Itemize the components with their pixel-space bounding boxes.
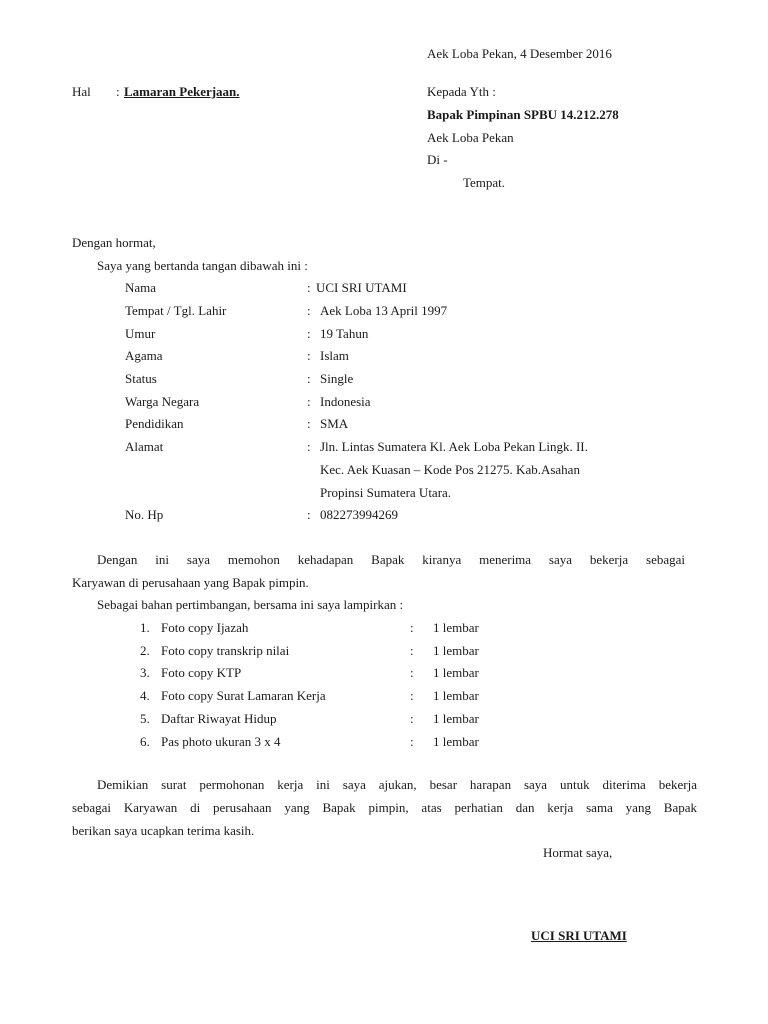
closing-line-1: Demikian surat permohonan kerja ini saya ajukan, besar harapan saya untuk diterima bekerja — [97, 777, 697, 792]
identity-label: Alamat — [125, 439, 164, 454]
identity-colon: : — [307, 348, 311, 363]
attachment-colon: : — [410, 711, 414, 726]
attachment-number: 3. — [140, 665, 150, 680]
subject-colon: : — [116, 84, 120, 99]
closing-line-3: berikan saya ucapkan terima kasih. — [72, 823, 255, 838]
identity-colon: : — [307, 439, 311, 454]
identity-label: Pendidikan — [125, 416, 184, 431]
recipient-line-3: Aek Loba Pekan — [427, 130, 514, 145]
attachment-qty: 1 lembar — [433, 711, 479, 726]
identity-colon: : — [307, 280, 311, 295]
identity-value: 19 Tahun — [320, 326, 369, 341]
greeting: Dengan hormat, — [72, 235, 156, 250]
identity-value: Propinsi Sumatera Utara. — [320, 485, 452, 500]
identity-value: SMA — [320, 416, 349, 431]
attachment-item: Foto copy transkrip nilai — [161, 643, 290, 658]
attachment-number: 1. — [140, 620, 150, 635]
recipient-line-1: Kepada Yth : — [427, 84, 496, 99]
identity-colon: : — [307, 507, 311, 522]
identity-colon: : — [307, 303, 311, 318]
attachment-qty: 1 lembar — [433, 688, 479, 703]
identity-value: Islam — [320, 348, 349, 363]
attachment-colon: : — [410, 620, 414, 635]
attachment-qty: 1 lembar — [433, 620, 479, 635]
identity-value: Kec. Aek Kuasan – Kode Pos 21275. Kab.Asahan — [320, 462, 580, 477]
attachment-item: Foto copy Ijazah — [161, 620, 249, 635]
closing-line-2: sebagai Karyawan di perusahaan yang Bapak pimpin, atas perhatian dan kerja sama yang Bapak — [72, 800, 697, 815]
attachment-number: 5. — [140, 711, 150, 726]
subject-text: Lamaran Pekerjaan. — [124, 84, 240, 99]
letter-date: Aek Loba Pekan, 4 Desember 2016 — [427, 46, 612, 61]
attachments-intro: Sebagai bahan pertimbangan, bersama ini saya lampirkan : — [97, 597, 404, 612]
identity-value: UCI SRI UTAMI — [316, 280, 407, 295]
recipient-line-2: Bapak Pimpinan SPBU 14.212.278 — [427, 107, 619, 122]
intro-line: Saya yang bertanda tangan dibawah ini : — [97, 258, 308, 273]
regards: Hormat saya, — [543, 845, 613, 860]
attachment-qty: 1 lembar — [433, 665, 479, 680]
subject-label: Hal — [72, 84, 91, 99]
attachment-colon: : — [410, 665, 414, 680]
attachment-item: Daftar Riwayat Hidup — [161, 711, 277, 726]
attachment-qty: 1 lembar — [433, 643, 479, 658]
attachment-colon: : — [410, 688, 414, 703]
recipient-line-5: Tempat. — [463, 175, 506, 190]
body-paragraph-line-2: Karyawan di perusahaan yang Bapak pimpin. — [72, 575, 309, 590]
identity-colon: : — [307, 326, 311, 341]
attachment-item: Pas photo ukuran 3 x 4 — [161, 734, 281, 749]
attachment-qty: 1 lembar — [433, 734, 479, 749]
identity-value: Aek Loba 13 April 1997 — [320, 303, 448, 318]
attachment-colon: : — [410, 643, 414, 658]
body-paragraph-line-1: Dengan ini saya memohon kehadapan Bapak kiranya menerima saya bekerja sebagai — [97, 552, 685, 567]
identity-colon: : — [307, 371, 311, 386]
recipient-line-4: Di - — [427, 152, 448, 167]
identity-value: 082273994269 — [320, 507, 398, 522]
attachment-item: Foto copy KTP — [161, 665, 242, 680]
identity-colon: : — [307, 416, 311, 431]
identity-label: Agama — [125, 348, 163, 363]
identity-label: Status — [125, 371, 157, 386]
identity-value: Jln. Lintas Sumatera Kl. Aek Loba Pekan Lingk. II. — [320, 439, 588, 454]
signature-name: UCI SRI UTAMI — [531, 928, 627, 943]
attachment-number: 4. — [140, 688, 150, 703]
identity-label: Tempat / Tgl. Lahir — [125, 303, 227, 318]
identity-colon: : — [307, 394, 311, 409]
attachment-item: Foto copy Surat Lamaran Kerja — [161, 688, 326, 703]
identity-label: Nama — [125, 280, 157, 295]
identity-value: Indonesia — [320, 394, 371, 409]
attachment-colon: : — [410, 734, 414, 749]
identity-label: Warga Negara — [125, 394, 200, 409]
identity-label: Umur — [125, 326, 156, 341]
attachment-number: 2. — [140, 643, 150, 658]
attachment-number: 6. — [140, 734, 150, 749]
identity-value: Single — [320, 371, 354, 386]
identity-label: No. Hp — [125, 507, 164, 522]
